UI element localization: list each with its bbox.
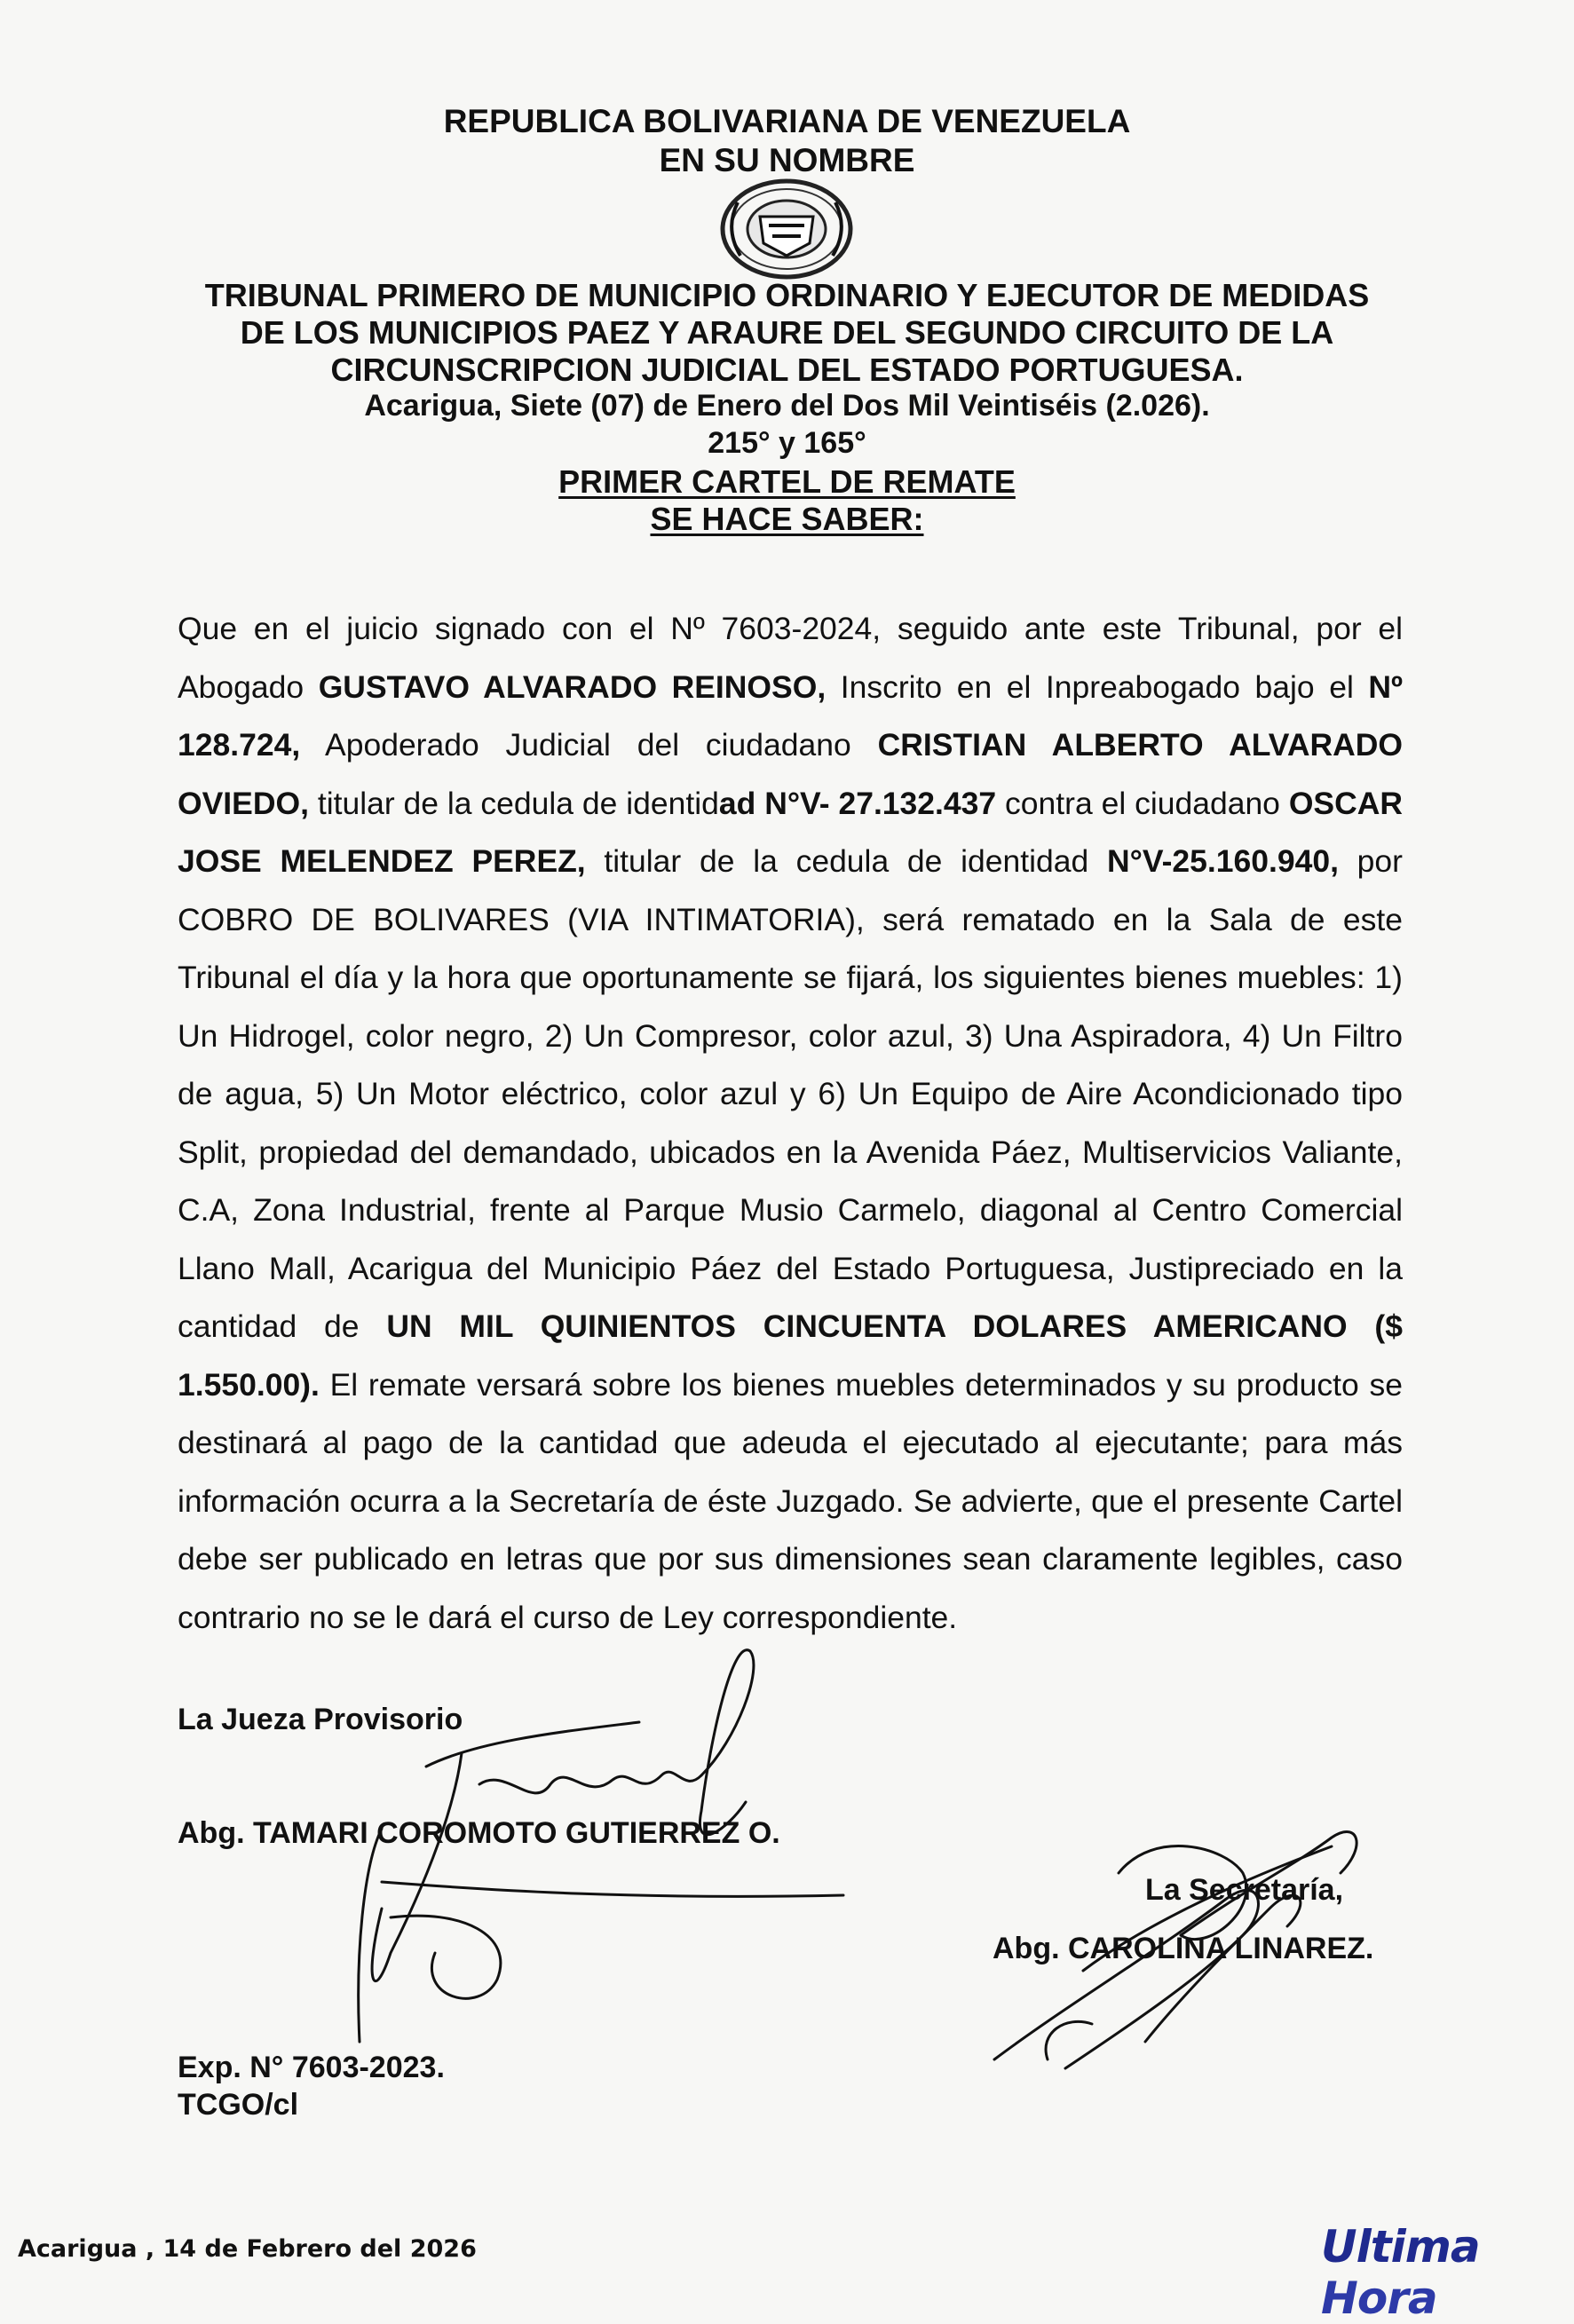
- body-text-4: titular de la cedula de identid: [308, 785, 719, 821]
- judge-title: La Jueza Provisorio: [178, 1703, 463, 1736]
- secretary-name: Abg. CAROLINA LINAREZ.: [993, 1932, 1374, 1965]
- tribunal-line-3: CIRCUNSCRIPCION JUDICIAL DEL ESTADO PORTUGUESA.: [330, 352, 1244, 388]
- body-text-6: titular de la cedula de identidad: [585, 843, 1108, 879]
- tribunal-years: 215° y 165°: [708, 426, 866, 460]
- appraised-amount: UN MIL QUINIENTOS CINCUENTA DOLARES AMERICANO ($ 1.550.00).: [178, 1308, 1404, 1403]
- lawyer-name: GUSTAVO ALVARADO REINOSO,: [318, 668, 827, 705]
- body-text-1: Que en el juicio signado con el Nº 7603-2024, seguido ante este Tribunal, por el Abogado: [178, 611, 1403, 705]
- judge-name: Abg. TAMARI COROMOTO GUTIERREZ O.: [178, 1816, 780, 1850]
- plaintiff-name: CRISTIAN ALBERTO ALVARADO OVIEDO,: [178, 727, 1403, 821]
- subtitle-heading: EN SU NOMBRE: [659, 142, 915, 178]
- ultima-hora-logo: [1321, 2221, 1574, 2324]
- expedient-number: Exp. N° 7603-2023.: [178, 2051, 445, 2084]
- notice-title: SE HACE SABER:: [650, 501, 924, 537]
- plaintiff-id: ad N°V- 27.132.437: [718, 785, 997, 821]
- inpre-number: Nº 128.724,: [178, 668, 1403, 763]
- tribunal-date: Acarigua, Siete (07) de Enero del Dos Mil Veintiséis (2.026).: [364, 389, 1210, 423]
- body-text-3: Apoderado Judicial del ciudadano: [300, 727, 878, 763]
- body-text-2: Inscrito en el Inpreabogado bajo el: [826, 668, 1369, 705]
- file-code: TCGO/cl: [178, 2088, 299, 2122]
- country-heading: REPUBLICA BOLIVARIANA DE VENEZUELA: [443, 103, 1131, 139]
- brand-word-1: Ultima: [1321, 2221, 1480, 2273]
- footer-date: Acarigua , 14 de Febrero del 2026: [18, 2235, 477, 2263]
- defendant-id: N°V-25.160.940,: [1107, 843, 1339, 879]
- tribunal-line-1: TRIBUNAL PRIMERO DE MUNICIPIO ORDINARIO Y EJECUTOR DE MEDIDAS: [204, 277, 1370, 313]
- secretary-title: La Secretaría,: [1145, 1873, 1344, 1907]
- tribunal-line-2: DE LOS MUNICIPIOS PAEZ Y ARAURE DEL SEGUNDO CIRCUITO DE LA: [240, 314, 1334, 351]
- body-text-5: contra el ciudadano: [996, 785, 1289, 821]
- body-text-7: por COBRO DE BOLIVARES (VIA INTIMATORIA), será rematado en la Sala de este Tribunal el día y la hora que oportunamente se fijará, los siguientes bienes muebles: 1) Un Hidrogel, color negro, 2) Un Compresor, color azul, 3) Una Aspiradora, 4) Un Filtro de agua, 5) Un Motor eléctrico, color azul y 6) Un Equipo de Aire Acondicionado tipo Split, propiedad del demandado, ubicados en la Avenida Páez, Multiservicios Valiante, C.A, Zona Industrial, frente al Parque Musio Carmelo, diagonal al Centro Comercial Llano Mall, Acarigua del Municipio Páez del Estado Portuguesa, Justipreciado en la cantidad de: [178, 843, 1403, 1344]
- brand-word-2: Hora: [1321, 2273, 1437, 2324]
- defendant-name: OSCAR JOSE MELENDEZ PEREZ,: [178, 785, 1404, 879]
- body-text-8: El remate versará sobre los bienes muebles determinados y su producto se destinará al pago de la cantidad que adeuda el ejecutado al ejecutante; para más información ocurra a la Secretaría de éste Juzgado. Se advierte, que el presente Cartel debe ser publicado en letras que por sus dimensiones sean claramente legibles, caso contrario no se le dará el curso de Ley correspondiente.: [178, 1366, 1403, 1635]
- cartel-title: PRIMER CARTEL DE REMATE: [558, 463, 1016, 500]
